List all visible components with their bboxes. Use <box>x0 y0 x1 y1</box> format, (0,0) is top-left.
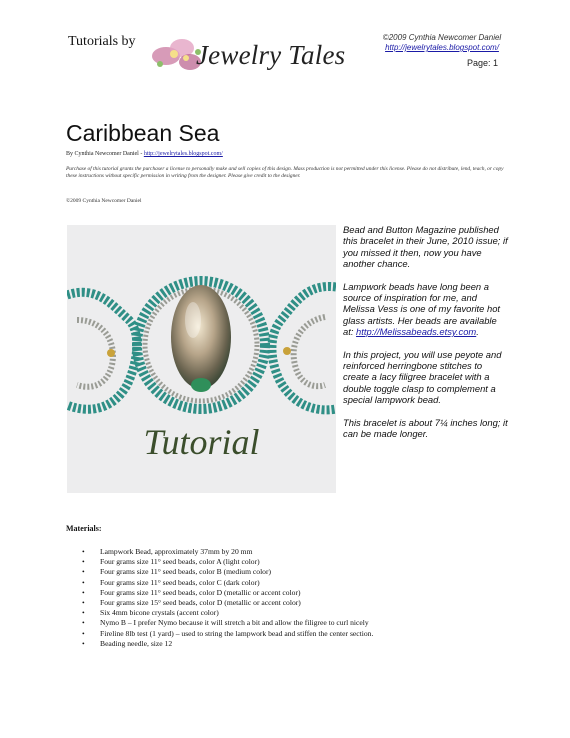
description-panel <box>343 224 508 451</box>
logo-name: Jewelry Tales <box>196 40 346 70</box>
byline-text: By Cynthia Newcomer Daniel - <box>66 151 144 157</box>
description-p3: In this project, you will use peyote and reinforced herringbone stitches to create a lacy filigree bracelet with a double toggle clasp to complement a special lampwork bead. <box>343 348 502 406</box>
material-item: • Four grams size 15° seed beads, color D (metallic or accent color) <box>82 598 373 608</box>
description-p4: This bracelet is about 7¼ inches long; it can be made longer. <box>343 416 508 440</box>
byline <box>66 151 223 157</box>
tutorial-overlay-text: Tutorial <box>143 422 260 462</box>
materials-list <box>82 547 373 649</box>
description-p2-text: Lampwork beads have long been a source of inspiration for me, and Melissa Vess is one of my favorite hot glass artists. Her beads are available at: <box>343 280 501 338</box>
material-item: • Four grams size 11° seed beads, color C (dark color) <box>82 578 373 588</box>
header-info <box>372 33 512 53</box>
jewelry-tales-logo <box>68 34 358 74</box>
material-item: • Four grams size 11° seed beads, color B (medium color) <box>82 567 373 577</box>
melissabeads-link[interactable]: http://Melissabeads.etsy.com <box>356 326 477 338</box>
material-item: • Beading needle, size 12 <box>82 639 373 649</box>
blog-link[interactable]: http://jewelrytales.blogspot.com/ <box>385 43 499 52</box>
material-item: • Four grams size 11° seed beads, color D (metallic or accent color) <box>82 588 373 598</box>
material-item: • Four grams size 11° seed beads, color A (light color) <box>82 557 373 567</box>
description-p2 <box>343 281 508 338</box>
material-item: • Lampwork Bead, approximately 37mm by 20 mm <box>82 547 373 557</box>
description-p2-end: . <box>476 326 479 338</box>
page-title: Caribbean Sea <box>66 120 220 146</box>
bracelet-photo <box>67 225 336 493</box>
description-p1: Bead and Button Magazine published this bracelet in their June, 2010 issue; if you missed it then, now you have another chance. <box>343 224 508 270</box>
byline-link[interactable]: http://jewelrytales.blogspot.com/ <box>143 151 223 157</box>
materials-heading: Materials: <box>66 524 102 533</box>
material-item: • Fireline 8lb test (1 yard) – used to string the lampwork bead and stiffen the center section. <box>82 629 373 639</box>
header-copyright: ©2009 Cynthia Newcomer Daniel <box>382 33 502 42</box>
page-number: Page: 1 <box>467 58 499 68</box>
license-notice: Purchase of this tutorial grants the purchaser a license to personally make and sell copies of this design. Mass production is not permitted under this license. Please do not distribute, lend, teach, or copy these instructions without specific permission in writing from the designer. Please give credit to the designer. <box>66 166 504 179</box>
copyright-notice: ©2009 Cynthia Newcomer Daniel <box>66 198 142 204</box>
material-item: • Nymo B – I prefer Nymo because it will stretch a bit and allow the filigree to curl nicely <box>82 618 373 628</box>
material-item: • Six 4mm bicone crystals (accent color) <box>82 608 373 618</box>
logo-prefix: Tutorials by <box>68 34 136 49</box>
